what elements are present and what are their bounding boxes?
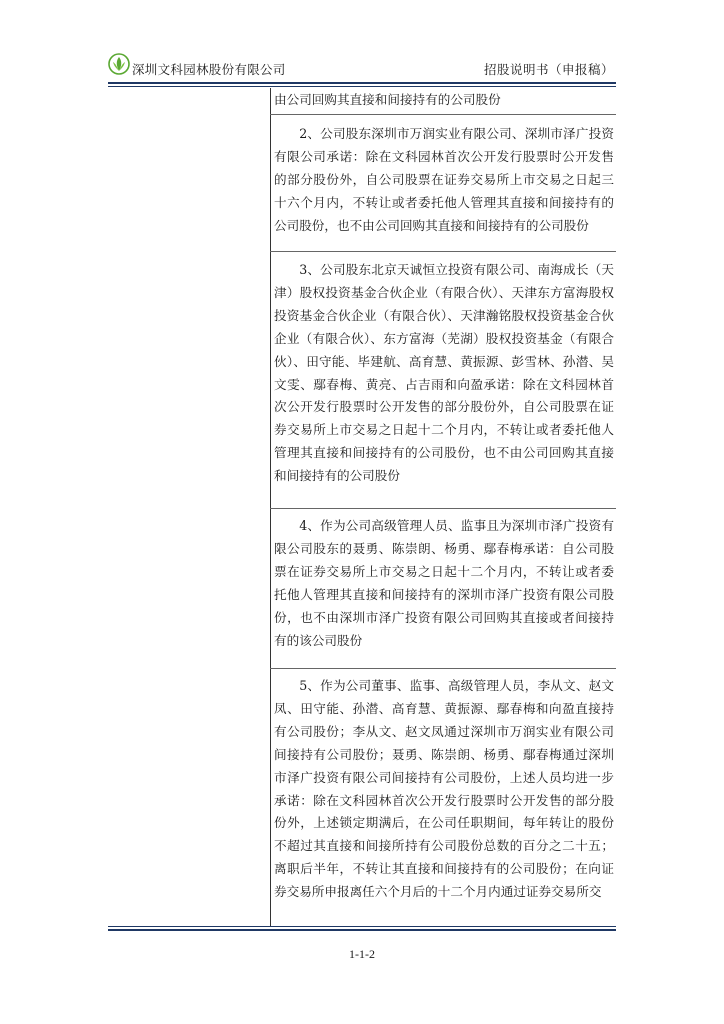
footer-rule-thin xyxy=(108,926,616,927)
table-column-divider xyxy=(270,88,271,926)
table-content-cell xyxy=(274,123,614,238)
table-content-cell xyxy=(274,515,614,652)
commitment-table xyxy=(108,88,616,926)
paragraph-2: 2、公司股东深圳市万润实业有限公司、深圳市泽广投资有限公司承诺：除在文科园林首次公开发行股票时公开发售的部分股份外，自公司股票在证券交易所上市交易之日起三十六个月内，不转让或者委托他人管理其直接和间接持有的公司股份，也不由公司回购其直接和间接持有的公司股份 xyxy=(274,126,614,233)
company-logo-icon xyxy=(108,53,130,75)
footer-rule xyxy=(108,929,616,931)
table-content-cell xyxy=(274,675,614,904)
page-header xyxy=(108,48,616,82)
paragraph-3: 3、公司股东北京天诚恒立投资有限公司、南海成长（天津）股权投资基金合伙企业（有限合伙）、天津东方富海股权投资基金合伙企业（有限合伙）、天津瀚铭股权投资基金合伙企业（有限合伙）、东方富海（芜湖）股权投资基金（有限合伙）、田守能、毕建航、高育慧、黄振源、彭雪林、孙潜、吴文雯、鄢春梅、黄亮、占吉雨和向盈承诺：除在文科园林首次公开发行股票时公开发售的部分股份外，自公司股票在证券交易所上市交易之日起十二个月内，不转让或者委托他人管理其直接和间接持有的公司股份，也不由公司回购其直接和间接持有的公司股份 xyxy=(274,262,614,484)
paragraph-5: 5、作为公司董事、监事、高级管理人员，李从文、赵文凤、田守能、孙潜、高育慧、黄振源、鄢春梅和向盈直接持有公司股份；李从文、赵文凤通过深圳市万润实业有限公司间接持有公司股份；聂勇、陈崇朗、杨勇、鄢春梅通过深圳市泽广投资有限公司间接持有公司股份，上述人员均进一步承诺：除在文科园林首次公开发行股票时公开发售的部分股份外，上述锁定期满后，在公司任职期间，每年转让的股份不超过其直接和间接所持有公司股份总数的百分之二十五；离职后半年，不转让其直接和间接持有的公司股份；在向证券交易所申报离任六个月后的十二个月内通过证券交易所交 xyxy=(274,678,614,900)
row-divider xyxy=(270,114,616,115)
row-divider xyxy=(270,508,616,509)
document-title: 招股说明书（申报稿） xyxy=(483,62,614,77)
paragraph-1: 由公司回购其直接和间接持有的公司股份 xyxy=(274,92,501,107)
row-divider xyxy=(270,251,616,252)
table-content-cell xyxy=(274,88,614,112)
header-rule xyxy=(108,82,616,84)
row-divider xyxy=(270,668,616,669)
page-number: 1-1-2 xyxy=(349,947,375,961)
table-content-cell xyxy=(274,259,614,488)
header-rule-thin xyxy=(108,86,616,87)
company-name: 深圳文科园林股份有限公司 xyxy=(132,62,286,77)
paragraph-4: 4、作为公司高级管理人员、监事且为深圳市泽广投资有限公司股东的聂勇、陈崇朗、杨勇、鄢春梅承诺：自公司股票在证券交易所上市交易之日起十二个月内，不转让或者委托他人管理其直接和间接持有的深圳市泽广投资有限公司股份，也不由深圳市泽广投资有限公司回购其直接或者间接持有的该公司股份 xyxy=(274,518,614,648)
